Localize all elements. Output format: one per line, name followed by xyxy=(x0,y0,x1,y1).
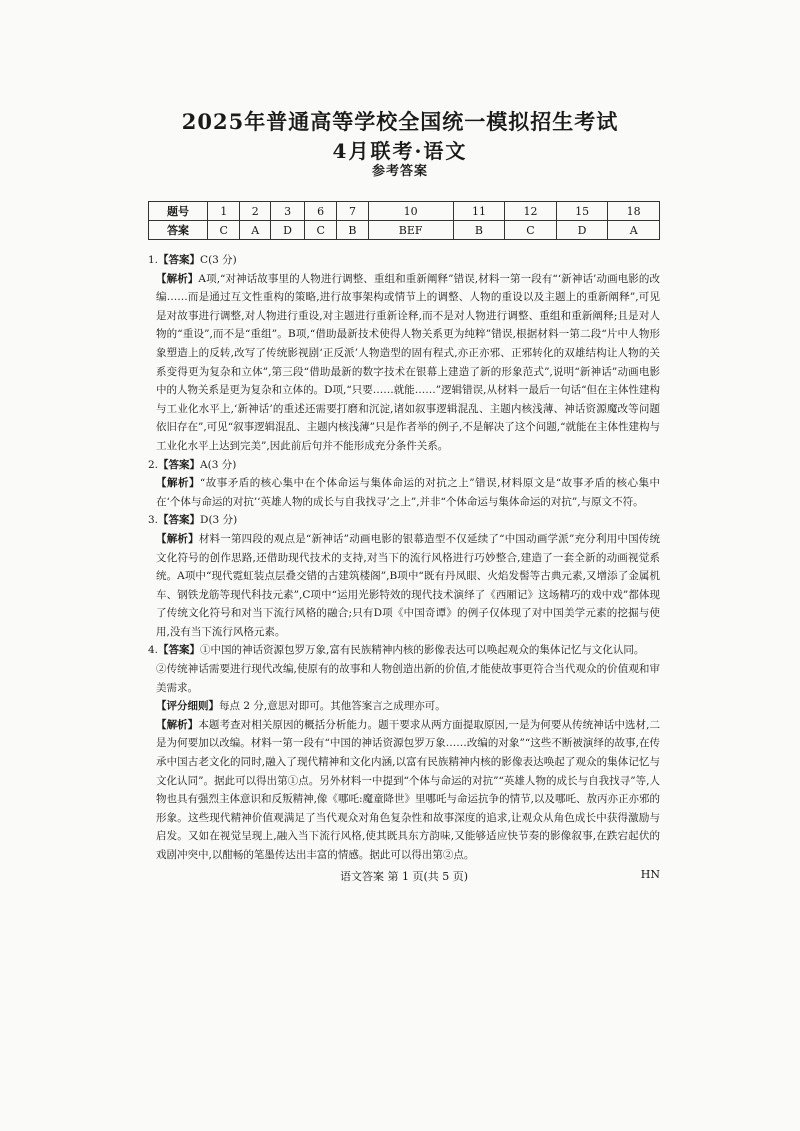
question-number-cell: 18 xyxy=(608,202,660,221)
reference-answer-heading: 参考答案 xyxy=(371,164,428,179)
item-answer: A(3 分) xyxy=(200,458,237,471)
answer-table xyxy=(148,201,660,240)
table-row-answers xyxy=(149,221,660,240)
question-number-cell: 1 xyxy=(208,202,240,221)
question-number-cell: 3 xyxy=(271,202,305,221)
question-number-cell: 12 xyxy=(505,202,557,221)
answer-cell: C xyxy=(505,221,557,240)
question-number-cell: 7 xyxy=(337,202,368,221)
answer-cell: D xyxy=(271,221,305,240)
analysis-label: 【解析】 xyxy=(156,718,199,731)
item-number: 3. xyxy=(148,514,159,527)
answer-cell: B xyxy=(337,221,368,240)
analysis-text: A项,“对神话故事里的人物进行调整、重组和重新阐释”错误,材料一第一段有“‘新神话’动画电影的改编……而是通过互文性重构的策略,进行故事架构或情节上的调整、人物的重设以及主题上的重新阐释”,可见是对故事进行调整,对人物进行重设,对主题进行重新诠释,而不是对人物进行调整、重组和重新阐释;且是对人物的“重设”,而不是“重组”。B项,“借助最新技术使得人物关系更为纯粹”错误,根据材料一第二段“片中人物形象塑造上的反转,改写了传统影视剧‘正反派’人物造型的固有程式,亦正亦邪、正邪转化的双雄结构让人物的关系变得更为复杂和立体”,第三段“借助最新的数字技术在银幕上建造了新的形象范式”,说明“新神话”动画电影中的人物关系是更为复杂和立体的。D项,“只要……就能……”逻辑错误,从材料一最后一句话“但在主体性建构与工业化水平上,‘新神话’的重述还需要打磨和沉淀,诸如叙事逻辑混乱、主题内核浅薄、神话资源魔改等问题依旧存在”,可见“叙事逻辑混乱、主题内核浅薄”只是作者举的例子,不是解决了这个问题,“就能在主体性建构与工业化水平上达到完美”,因此前后句并不能形成充分条件关系。 xyxy=(156,272,660,452)
table-row-label: 答案 xyxy=(149,221,208,240)
item-number: 2. xyxy=(148,458,159,471)
item-answer: C(3 分) xyxy=(200,254,237,266)
answer-cell: C xyxy=(304,221,336,240)
question-number-cell: 10 xyxy=(368,202,453,221)
analysis-label: 【解析】 xyxy=(156,272,199,285)
answer-cell: D xyxy=(556,221,608,240)
item-answer-line xyxy=(148,456,660,475)
scoring-label: 【评分细则】 xyxy=(156,700,219,713)
question-number-cell: 2 xyxy=(240,202,271,221)
analysis-label: 【解析】 xyxy=(156,532,199,545)
answer-label: 【答案】 xyxy=(158,458,201,471)
item-scoring xyxy=(148,697,660,716)
item-answer-line xyxy=(148,641,660,660)
item-answer: ①中国的神话资源包罗万象,富有民族精神内核的影像表达可以唤起观众的集体记忆与文化认同。 xyxy=(200,644,645,657)
analysis-label: 【解析】 xyxy=(156,477,200,490)
page-title: 2025年普通高等学校全国统一模拟招生考试 xyxy=(181,109,619,134)
question-number-cell: 15 xyxy=(556,202,608,221)
answer-content xyxy=(148,251,660,865)
question-number-cell: 6 xyxy=(304,202,336,221)
table-row-question-numbers xyxy=(149,202,660,221)
analysis-text: 本题考查对相关原因的概括分析能力。题干要求从两方面提取原因,一是为何要从传统神话中选材,二是为何要加以改编。材料一第一段有“中国的神话资源包罗万象……改编的对象”“这些不断被演绎的故事,在传承中国古老文化的同时,融入了现代精神和文化内涵,以富有民族精神内核的影像表达唤起了观众的集体记忆与文化认同”。据此可以得出第①点。另外材料一中提到“个体与命运的对抗”“英雄人物的成长与自我找寻”等,人物也具有强烈主体意识和反叛精神,像《哪吒:魔童降世》里哪吒与命运抗争的情节,以及哪吒、敖丙亦正亦邪的形象。这些现代精神价值观满足了当代观众对角色复杂性和故事深度的追求,让观众从角色成长中获得激励与启发。又如在视觉呈现上,融入当下流行风格,使其既具东方韵味,又能够适应快节奏的影像叙事,在跌宕起伏的戏剧冲突中,以酣畅的笔墨传达出丰富的情感。据此可以得出第②点。 xyxy=(156,718,660,861)
item-answer-point-2: ②传统神话需要进行现代改编,使原有的故事和人物创造出新的价值,才能使故事更符合当代观众的价值观和审美需求。 xyxy=(156,663,660,694)
analysis-text: 材料一第四段的观点是“新神话”动画电影的银幕造型不仅延续了“中国动画学派”充分利用中国传统文化符号的创作思路,还借助现代技术的支持,对当下的流行风格进行巧妙整合,建造了一套全新的动画视觉系统。A项中“现代霓虹装点层叠交错的古建筑楼阁”,B项中“既有丹凤眼、火焰发髻等古典元素,又增添了金属机车、钢铁龙筋等现代科技元素”,C项中“运用光影特效的现代技术演绎了《西厢记》这场精巧的戏中戏”都体现了传统文化符号和对当下流行风格的融合;只有D项《中国奇谭》的例子仅体现了对中国美学元素的挖掘与使用,没有当下流行风格元素。 xyxy=(156,532,660,638)
page-subtitle: 4月联考·语文 xyxy=(332,139,468,163)
item-analysis xyxy=(148,716,660,865)
answer-cell: C xyxy=(208,221,240,240)
answer-cell: BEF xyxy=(368,221,453,240)
item-analysis xyxy=(148,474,660,511)
table-row-label: 题号 xyxy=(149,202,208,221)
item-answer-line xyxy=(148,511,660,530)
item-number: 4. xyxy=(148,644,159,657)
answer-cell: A xyxy=(240,221,271,240)
analysis-text: “故事矛盾的核心集中在个体命运与集体命运的对抗之上”错误,材料原文是“故事矛盾的核心集中在‘个体与命运的对抗’‘英雄人物的成长与自我找寻’之上”,并非“个体命运与集体命运的对抗”,与原文不符。 xyxy=(156,477,660,508)
item-answer: D(3 分) xyxy=(200,514,238,527)
item-analysis xyxy=(148,530,660,642)
item-analysis xyxy=(148,270,660,456)
answer-label: 【答案】 xyxy=(158,514,201,527)
region-code: HN xyxy=(640,868,660,881)
answer-cell: A xyxy=(608,221,660,240)
scoring-text: 每点 2 分,意思对即可。其他答案言之成理亦可。 xyxy=(219,700,446,713)
item-answer-line xyxy=(148,251,660,270)
question-number-cell: 11 xyxy=(453,202,505,221)
answer-label: 【答案】 xyxy=(158,644,201,657)
item-number: 1. xyxy=(148,254,159,266)
answer-cell: B xyxy=(453,221,505,240)
answer-label: 【答案】 xyxy=(158,254,201,266)
page-number-label: 语文答案 第 1 页(共 5 页) xyxy=(339,870,469,883)
